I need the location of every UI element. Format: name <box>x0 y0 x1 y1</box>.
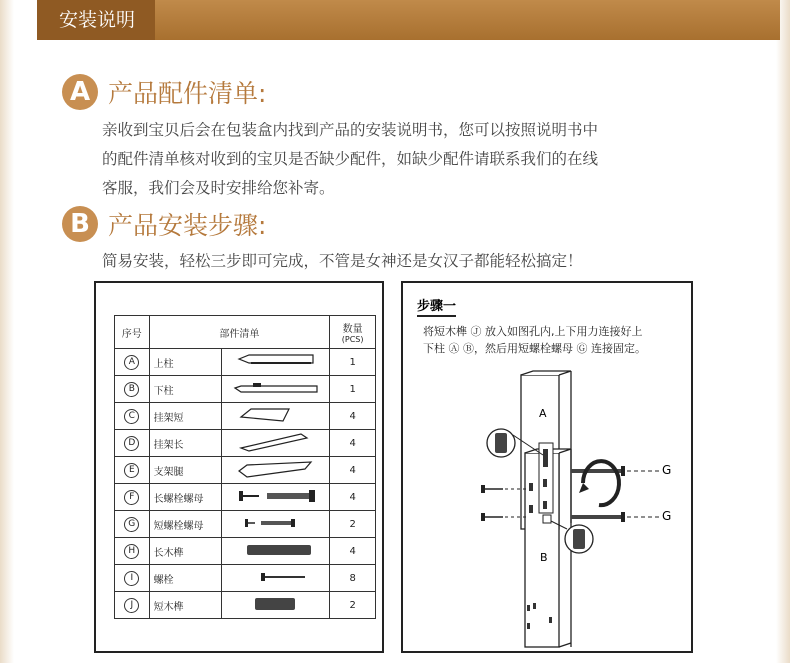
label-b: B <box>540 551 548 564</box>
part-name: 长木榫 <box>149 538 222 565</box>
section-b-body <box>102 247 702 276</box>
part-qty: 2 <box>330 511 376 538</box>
step-one-diagram <box>403 283 691 651</box>
header-name: 部件清单 <box>149 316 330 349</box>
section-a-title: 产品配件清单: <box>108 79 267 108</box>
part-mark: J <box>124 598 139 613</box>
section-a-line: 客服，我们会及时安排给您补寄。 <box>102 179 335 197</box>
part-name: 长螺栓螺母 <box>149 484 222 511</box>
table-row <box>115 511 376 538</box>
section-b-title: 产品安装步骤: <box>108 211 267 240</box>
section-b-badge: B <box>62 206 98 242</box>
part-name: 短螺栓螺母 <box>149 511 222 538</box>
table-row <box>115 565 376 592</box>
table-row <box>115 430 376 457</box>
part-name: 下柱 <box>149 376 222 403</box>
part-qty: 4 <box>330 538 376 565</box>
step-one-panel <box>401 281 693 653</box>
table-row <box>115 349 376 376</box>
part-qty: 8 <box>330 565 376 592</box>
part-mark: H <box>124 544 139 559</box>
table-row <box>115 592 376 619</box>
support-leg-drawing <box>231 459 321 479</box>
part-mark: E <box>124 463 139 478</box>
part-qty: 1 <box>330 376 376 403</box>
part-qty: 4 <box>330 430 376 457</box>
section-a-line: 亲收到宝贝后会在包装盒内找到产品的安装说明书，您可以按照说明书中 <box>102 121 599 139</box>
part-mark: C <box>124 409 139 424</box>
part-name: 上柱 <box>149 349 222 376</box>
label-g1: G <box>662 463 672 477</box>
table-row <box>115 376 376 403</box>
header-qty <box>330 316 376 349</box>
part-name: 挂架长 <box>149 430 222 457</box>
step-one-desc-line: 将短木榫 Ⓙ 放入如图孔内,上下用力连接好上 <box>423 325 643 338</box>
section-a-heading <box>62 70 266 114</box>
part-mark: B <box>124 382 139 397</box>
section-b-heading <box>62 202 266 246</box>
part-qty: 2 <box>330 592 376 619</box>
part-qty: 4 <box>330 457 376 484</box>
short-hanger-drawing <box>231 405 321 425</box>
parts-table-header <box>115 316 376 349</box>
part-mark: G <box>124 517 139 532</box>
step-one-title: 步骤一 <box>417 295 456 317</box>
upper-post-drawing <box>231 351 321 371</box>
step-one-desc-line: 下柱 Ⓐ Ⓑ，然后用短螺栓螺母 Ⓖ 连接固定。 <box>423 342 646 355</box>
part-name: 挂架短 <box>149 403 222 430</box>
parts-table <box>114 315 376 619</box>
lower-post-drawing <box>231 378 321 398</box>
section-b-text: 简易安装，轻松三步即可完成，不管是女神还是女汉子都能轻松搞定！ <box>102 252 583 270</box>
header-no: 序号 <box>115 316 150 349</box>
table-row <box>115 538 376 565</box>
short-dowel-drawing <box>231 594 321 614</box>
short-bolt-nut-drawing <box>231 513 321 533</box>
header-qty-label: 数量 <box>342 324 363 335</box>
label-a: A <box>539 407 547 420</box>
part-name: 支架腿 <box>149 457 222 484</box>
long-hanger-drawing <box>231 432 321 452</box>
label-g2: G <box>662 509 672 523</box>
part-mark: F <box>124 490 139 505</box>
header-qty-unit: (PCS) <box>341 335 364 344</box>
table-row <box>115 457 376 484</box>
table-row <box>115 403 376 430</box>
long-bolt-nut-drawing <box>231 486 321 506</box>
right-edge-gradient <box>776 0 790 663</box>
long-dowel-drawing <box>231 540 321 560</box>
section-a-body <box>102 116 702 203</box>
part-qty: 4 <box>330 403 376 430</box>
part-mark: A <box>124 355 139 370</box>
bolt-drawing <box>231 567 321 587</box>
part-qty: 1 <box>330 349 376 376</box>
part-name: 螺栓 <box>149 565 222 592</box>
part-mark: I <box>124 571 139 586</box>
part-qty: 4 <box>330 484 376 511</box>
section-a-badge: A <box>62 74 98 110</box>
table-row <box>115 484 376 511</box>
left-edge-gradient <box>0 0 14 663</box>
parts-list-panel <box>94 281 384 653</box>
section-a-line: 的配件清单核对收到的宝贝是否缺少配件，如缺少配件请联系我们的在线 <box>102 150 599 168</box>
part-name: 短木榫 <box>149 592 222 619</box>
header-title: 安装说明 <box>59 9 136 31</box>
part-mark: D <box>124 436 139 451</box>
